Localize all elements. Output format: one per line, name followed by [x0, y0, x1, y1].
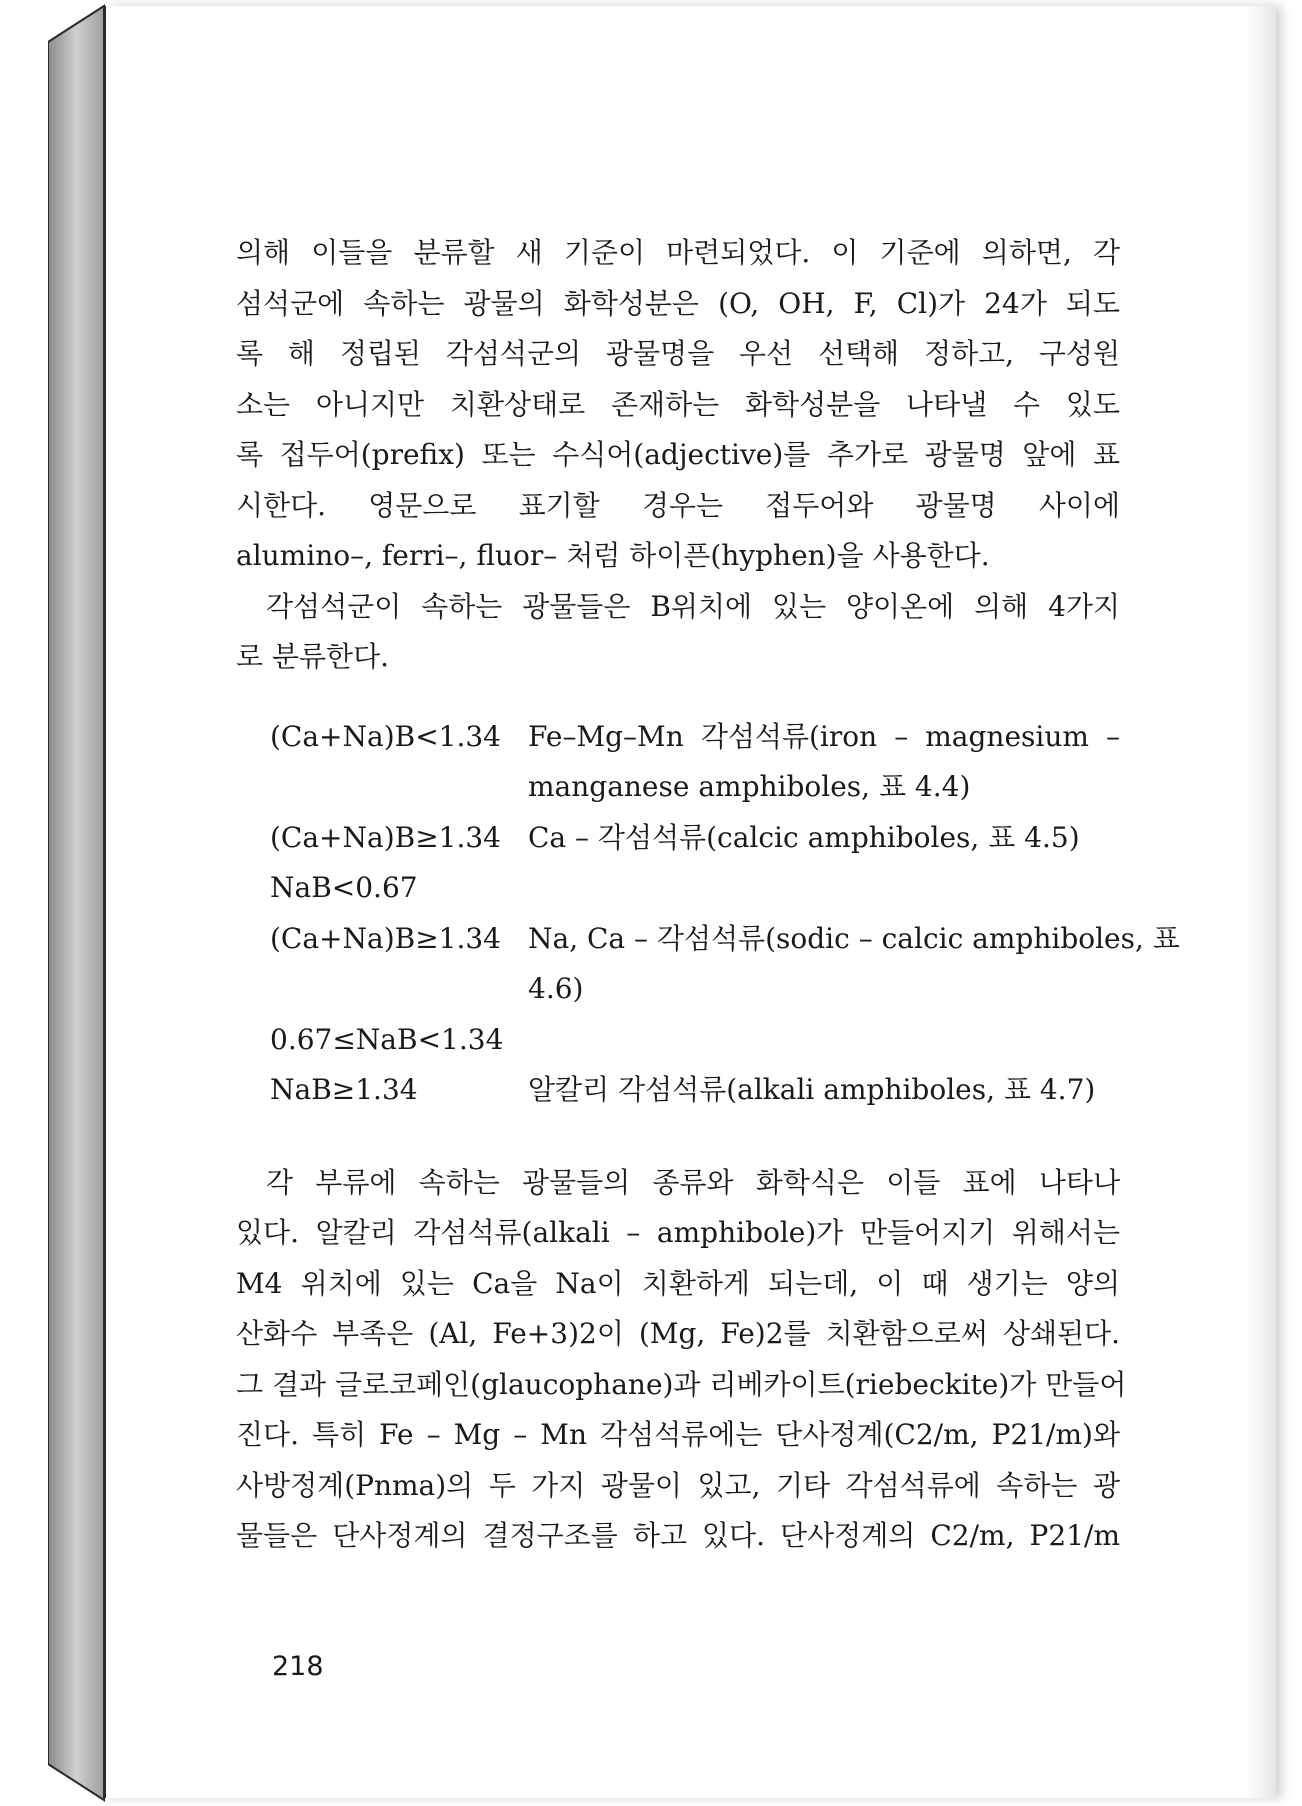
text-line: 시한다. 영문으로 표기할 경우는 접두어와 광물명 사이에 — [236, 488, 1120, 522]
condition: NaB≥1.34 — [270, 1073, 418, 1106]
description — [528, 863, 1120, 914]
description: Na, Ca – 각섬석류(sodic – calcic amphiboles, 표 — [528, 921, 1180, 955]
table-row — [270, 914, 1180, 965]
paragraph-3 — [236, 1158, 1127, 1562]
description: 4.6) — [528, 972, 584, 1005]
text-line: 소는 아니지만 치환상태로 존재하는 화학성분을 나타낼 수 있도 — [236, 387, 1120, 421]
table-row — [270, 1065, 1120, 1116]
condition: (Ca+Na)B≥1.34 — [270, 921, 501, 955]
paragraph-1 — [236, 228, 1120, 582]
description: Ca – 각섬석류(calcic amphiboles, 표 4.5) — [528, 820, 1080, 854]
condition: (Ca+Na)B<1.34 — [270, 719, 501, 753]
page-body — [236, 228, 1180, 1562]
condition: (Ca+Na)B≥1.34 — [270, 820, 501, 854]
classification-table — [270, 712, 1180, 1116]
text-line: 산화수 부족은 (Al, Fe+3)2이 (Mg, Fe)2를 치환함으로써 상쇄된다. — [236, 1317, 1120, 1350]
table-row — [270, 813, 1120, 864]
text-line: 각 부류에 속하는 광물들의 종류와 화학식은 이들 표에 나타나 — [266, 1165, 1120, 1199]
condition — [270, 762, 528, 813]
text-line: 각섬석군이 속하는 광물들은 B위치에 있는 양이온에 의해 4가지 — [266, 589, 1120, 623]
page-number: 218 — [272, 1651, 324, 1682]
condition: 0.67≤NaB<1.34 — [270, 1022, 504, 1056]
text-line: 섬석군에 속하는 광물의 화학성분은 (O, OH, F, Cl)가 24가 되도 — [236, 286, 1120, 320]
text-line: 물들은 단사정계의 결정구조를 하고 있다. 단사정계의 C2/m, P21/m — [236, 1519, 1120, 1552]
table-row — [270, 712, 1120, 763]
text-line: 진다. 특히 Fe – Mg – Mn 각섬석류에는 단사정계(C2/m, P21/m)와 — [236, 1418, 1120, 1451]
text-line: M4 위치에 있는 Ca을 Na이 치환하게 되는데, 이 때 생기는 양의 — [236, 1266, 1120, 1300]
table-row — [270, 762, 1120, 813]
paragraph-2 — [236, 582, 1120, 683]
description: 알칼리 각섬석류(alkali amphiboles, 표 4.7) — [528, 1073, 1096, 1106]
text-line: alumino–, ferri–, fluor– 처럼 하이픈(hyphen)을 사용한다. — [236, 539, 990, 572]
text-line: 있다. 알칼리 각섬석류(alkali – amphibole)가 만들어지기 위해서는 — [236, 1216, 1120, 1249]
book-page — [104, 6, 1276, 1798]
text-line: 의해 이들을 분류할 새 기준이 마련되었다. 이 기준에 의하면, 각 — [236, 236, 1120, 269]
text-line: 사방정계(Pnma)의 두 가지 광물이 있고, 기타 각섬석류에 속하는 광 — [236, 1468, 1120, 1502]
book-edge — [48, 4, 106, 1802]
condition — [270, 964, 528, 1015]
table-row — [270, 964, 1120, 1015]
description: manganese amphiboles, 표 4.4) — [528, 770, 971, 803]
table-row — [270, 863, 1120, 914]
text-line: 록 해 정립된 각섬석군의 광물명을 우선 선택해 정하고, 구성원 — [236, 337, 1120, 370]
text-line: 그 결과 글로코페인(glaucophane)과 리베카이트(riebeckite)가 만들어 — [236, 1367, 1127, 1401]
text-line: 로 분류한다. — [236, 640, 390, 673]
table-row — [270, 1015, 1120, 1066]
text-line: 록 접두어(prefix) 또는 수식어(adjective)를 추가로 광물명 앞에 표 — [236, 438, 1120, 471]
page-shadow — [1246, 6, 1276, 1798]
description: Fe–Mg–Mn 각섬석류(iron – magnesium – — [528, 719, 1120, 753]
condition: NaB<0.67 — [270, 871, 418, 904]
spacer — [236, 1116, 1120, 1158]
description — [528, 1015, 1120, 1066]
